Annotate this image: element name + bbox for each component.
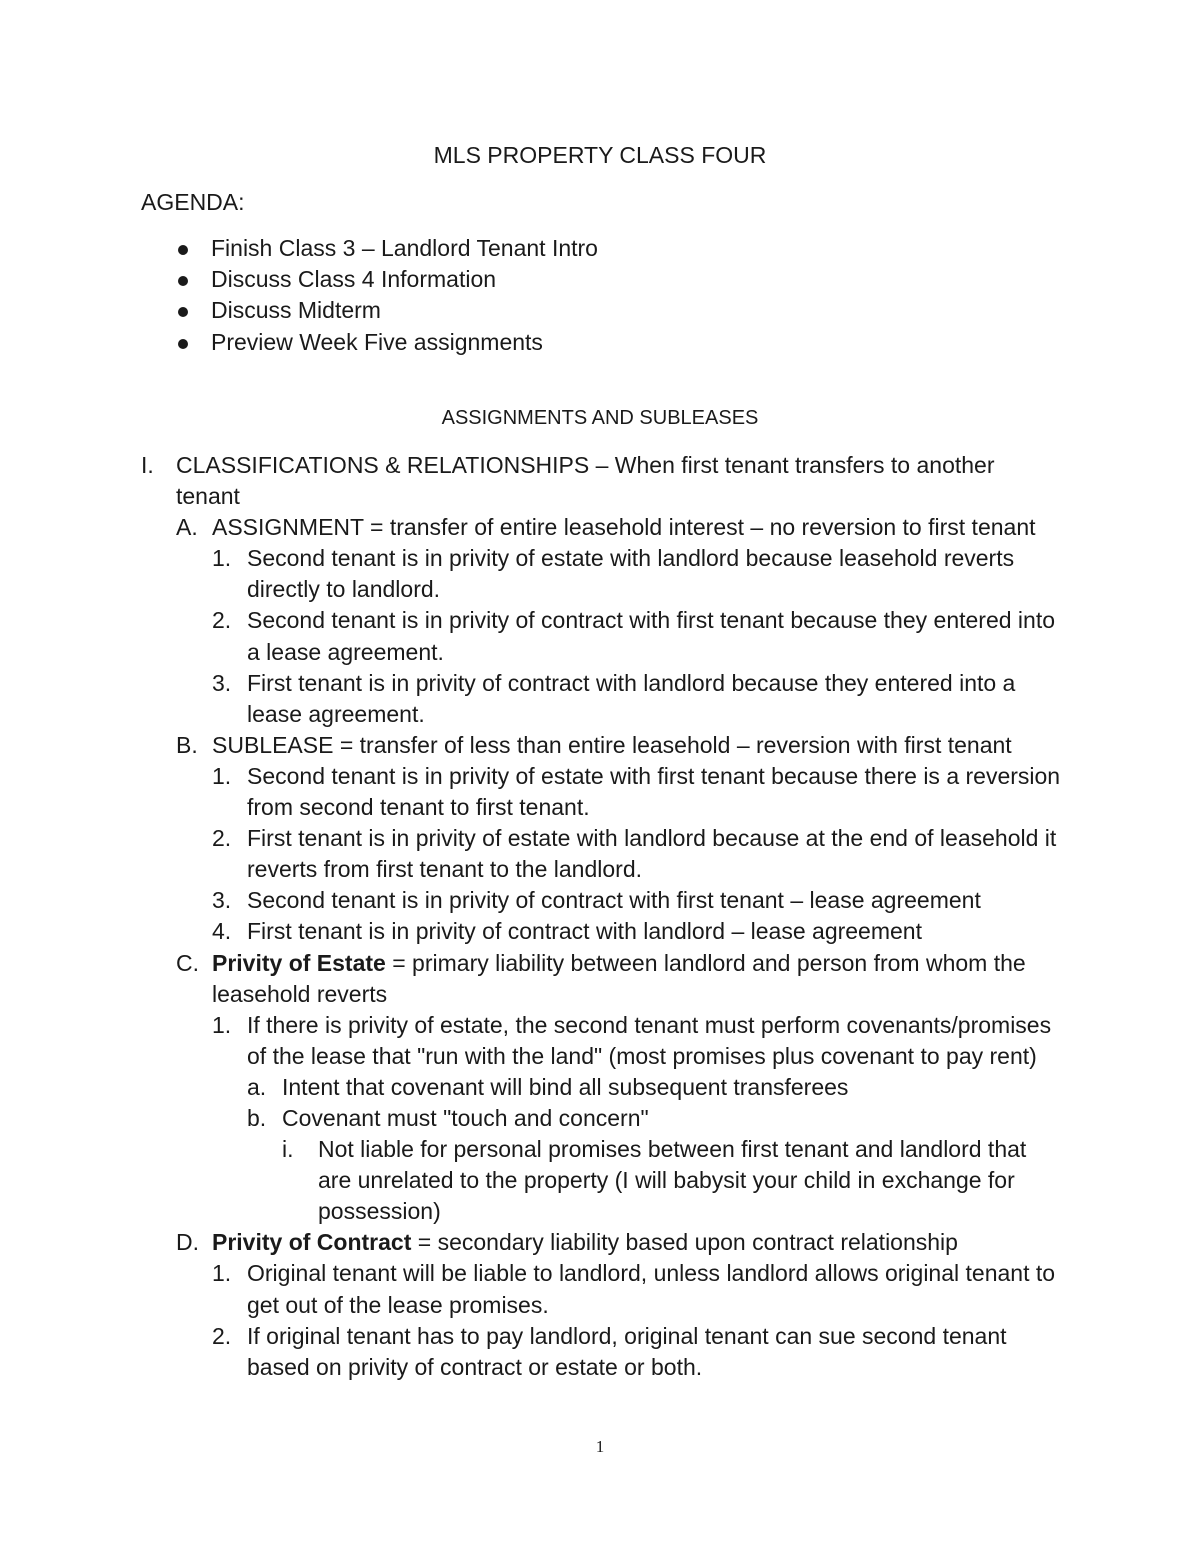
page-number: 1 (595, 1437, 605, 1456)
outline-text: Second tenant is in privity of estate with landlord because leasehold reverts directly to landlord. (247, 545, 1015, 603)
agenda-item (141, 295, 598, 326)
outline-item-C1 (141, 1010, 1061, 1072)
bullet-icon (178, 339, 188, 349)
agenda-item-text: Finish Class 3 – Landlord Tenant Intro (211, 235, 598, 261)
outline-item-I (141, 450, 1061, 481)
agenda-item-text: Discuss Class 4 Information (211, 266, 497, 293)
outline-text: Covenant must "touch and concern" (282, 1104, 649, 1131)
outline-item-B3 (141, 885, 1061, 916)
outline-item-C1b (141, 1103, 1061, 1134)
outline-marker: 3. (212, 669, 232, 696)
outline-marker: 4. (212, 918, 232, 945)
outline-item-A (141, 512, 1061, 543)
outline-text: First tenant is in privity of contract with landlord because they entered into a lease agreement. (247, 669, 1016, 727)
agenda-list (141, 233, 598, 358)
outline-marker: 2. (212, 825, 232, 852)
bullet-icon (178, 245, 188, 255)
section-title: ASSIGNMENTS AND SUBLEASES (441, 407, 759, 429)
outline-item-C1a (141, 1072, 1061, 1103)
outline-item-A3 (141, 668, 1061, 730)
outline-heading-line2: tenant (176, 483, 240, 510)
agenda-item-text: Preview Week Five assignments (211, 328, 543, 355)
outline-term: Privity of Contract (212, 1229, 412, 1256)
outline-marker: A. (176, 514, 198, 541)
outline-text: Intent that covenant will bind all subsequent transferees (282, 1073, 849, 1100)
bullet-icon (178, 276, 188, 286)
outline-item-D (141, 1227, 1061, 1258)
outline-marker: C. (176, 949, 199, 976)
outline-text: Original tenant will be liable to landlord, unless landlord allows original tenant to get out of the lease promises. (247, 1260, 1056, 1318)
outline-item-B (141, 730, 1061, 761)
outline-item-B4 (141, 916, 1061, 947)
agenda-item (141, 264, 598, 295)
outline-marker: i. (282, 1136, 294, 1163)
outline-marker: 1. (212, 1260, 232, 1287)
outline-marker: 2. (212, 1322, 232, 1349)
outline-item-C (141, 948, 1061, 1010)
outline-term: Privity of Estate (212, 949, 386, 976)
outline-item-A2 (141, 605, 1061, 667)
outline-item-A1 (141, 543, 1061, 605)
outline-marker: b. (247, 1104, 267, 1131)
outline-item-I-cont (141, 481, 1061, 512)
outline-item-B1 (141, 761, 1061, 823)
outline-text: SUBLEASE = transfer of less than entire leasehold – reversion with first tenant (212, 731, 1012, 758)
outline-text: ASSIGNMENT = transfer of entire leasehold interest – no reversion to first tenant (212, 514, 1036, 541)
outline-text: Second tenant is in privity of contract with first tenant because they entered into a lease agreement. (247, 607, 1056, 665)
outline-marker: B. (176, 731, 198, 758)
outline-marker: 3. (212, 887, 232, 914)
outline-item-B2 (141, 823, 1061, 885)
outline (141, 450, 1061, 1383)
bullet-icon (178, 307, 188, 317)
outline-text: If original tenant has to pay landlord, original tenant can sue second tenant based on privity of contract or estate or both. (247, 1322, 1007, 1380)
outline-text: Second tenant is in privity of estate with first tenant because there is a reversion from second tenant to first tenant. (247, 762, 1061, 821)
outline-marker: D. (176, 1229, 199, 1256)
outline-text: = primary liability between landlord and person from whom the leasehold reverts (212, 949, 1026, 1007)
outline-marker: 1. (212, 762, 232, 789)
outline-item-D2 (141, 1321, 1061, 1383)
outline-item-D1 (141, 1258, 1061, 1320)
document-title: MLS PROPERTY CLASS FOUR (433, 142, 767, 168)
outline-marker: I. (141, 452, 154, 478)
outline-marker: a. (247, 1073, 267, 1100)
outline-text: First tenant is in privity of estate with landlord because at the end of leasehold it reverts from first tenant to the landlord. (247, 825, 1057, 883)
agenda-label: AGENDA: (141, 189, 245, 215)
outline-text: First tenant is in privity of contract with landlord – lease agreement (247, 918, 922, 945)
outline-text: If there is privity of estate, the second tenant must perform covenants/promises of the lease that "run with the land" (most promises plus covenant to pay rent) (247, 1011, 1052, 1069)
outline-heading-line1: CLASSIFICATIONS & RELATIONSHIPS – When first tenant transfers to another (176, 452, 995, 478)
outline-marker: 2. (212, 607, 232, 634)
outline-text: = secondary liability based upon contract relationship (411, 1229, 958, 1256)
outline-item-C1bi (141, 1134, 1061, 1227)
outline-marker: 1. (212, 545, 232, 572)
agenda-item (141, 233, 598, 264)
outline-text: Second tenant is in privity of contract with first tenant – lease agreement (247, 887, 981, 914)
outline-text: Not liable for personal promises between first tenant and landlord that are unrelated to the property (I will babysit your child in exchange for possession) (318, 1136, 1027, 1225)
agenda-item-text: Discuss Midterm (211, 297, 381, 324)
outline-marker: 1. (212, 1011, 232, 1038)
agenda-item (141, 327, 598, 358)
